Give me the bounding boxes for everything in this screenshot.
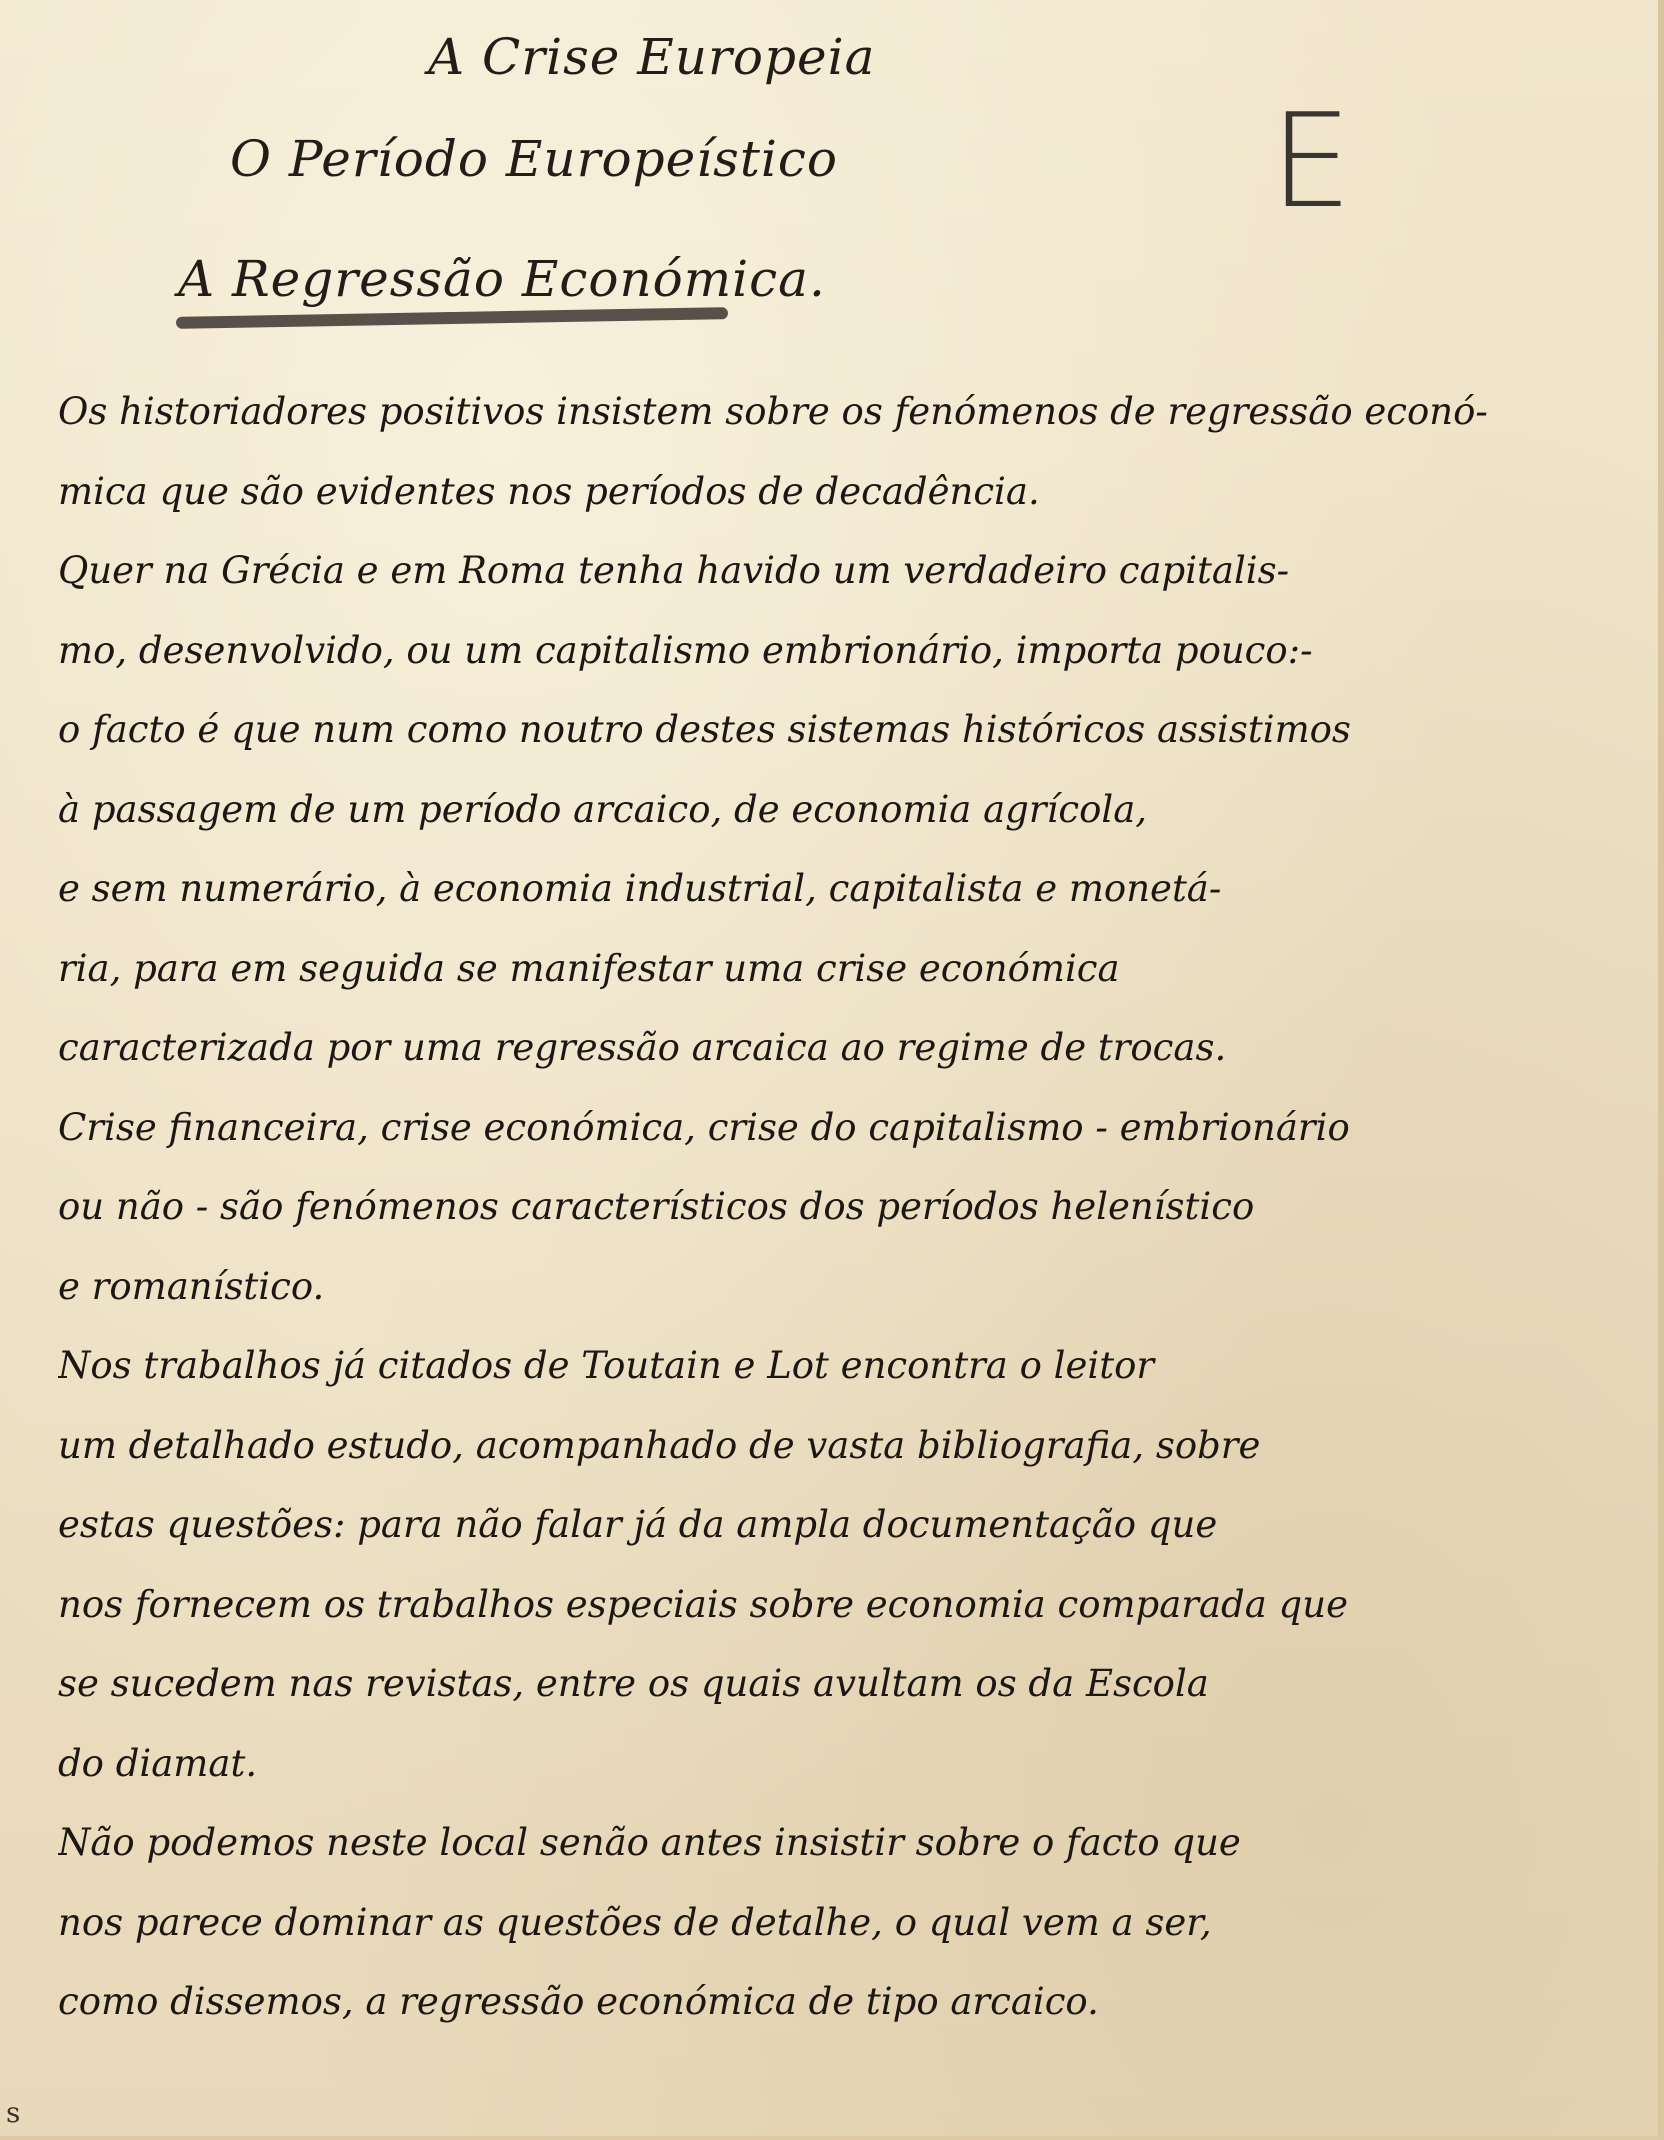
body-line-7: e sem numerário, à economia industrial, capitalista e monetá-: [58, 867, 1222, 910]
body-line-16: nos fornecem os trabalhos especiais sobre economia comparada que: [58, 1582, 1348, 1626]
body-line-13: Nos trabalhos já citados de Toutain e Lot encontra o leitor: [58, 1344, 1155, 1387]
body-text: [58, 372, 1618, 2042]
body-line-9: caracterizada por uma regressão arcaica ao regime de trocas.: [58, 1026, 1227, 1069]
body-line-1: Os historiadores positivos insistem sobre os fenómenos de regressão econó-: [58, 390, 1488, 433]
section-mark: E: [1270, 85, 1353, 237]
body-line-6: à passagem de um período arcaico, de economia agrícola,: [58, 787, 1148, 831]
body-line-11: ou não - são fenómenos característicos dos períodos helenístico: [58, 1185, 1255, 1228]
body-line-21: como dissemos, a regressão económica de tipo arcaico.: [58, 1980, 1099, 2023]
body-line-8: ria, para em seguida se manifestar uma crise económica: [58, 946, 1120, 990]
title-underline: [176, 307, 728, 329]
body-line-10: Crise financeira, crise económica, crise do capitalismo - embrionário: [58, 1105, 1350, 1149]
page-corner-mark: s: [6, 2096, 21, 2129]
title-line-1: A Crise Europeia: [428, 28, 876, 86]
title-line-2: O Período Europeístico: [230, 130, 839, 188]
body-line-12: e romanístico.: [58, 1264, 325, 1308]
body-line-3: Quer na Grécia e em Roma tenha havido um verdadeiro capitalis-: [58, 549, 1290, 592]
body-line-19: Não podemos neste local senão antes insistir sobre o facto que: [58, 1821, 1241, 1864]
body-line-4: mo, desenvolvido, ou um capitalismo embrionário, importa pouco:-: [58, 628, 1313, 672]
body-line-18: do diamat.: [58, 1741, 258, 1785]
body-line-15: estas questões: para não falar já da ampla documentação que: [58, 1503, 1218, 1546]
body-line-2: mica que são evidentes nos períodos de decadência.: [58, 469, 1040, 513]
title-line-3: A Regressão Económica.: [178, 250, 826, 308]
body-line-17: se sucedem nas revistas, entre os quais avultam os da Escola: [58, 1662, 1209, 1705]
body-line-14: um detalhado estudo, acompanhado de vasta bibliografia, sobre: [58, 1423, 1261, 1467]
body-line-20: nos parece dominar as questões de detalhe, o qual vem a ser,: [58, 1900, 1212, 1944]
body-line-5: o facto é que num como noutro destes sistemas históricos assistimos: [58, 708, 1351, 751]
